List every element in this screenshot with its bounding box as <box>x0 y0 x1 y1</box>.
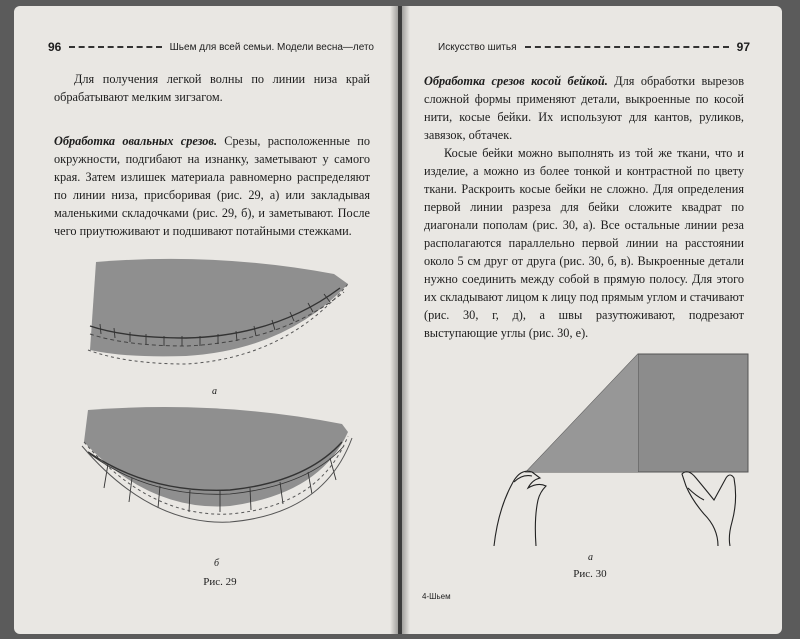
oval-edges-text: Срезы, расположенные по окружности, подгибают на изнанку, заметывают у самого края. Затем излишек материала равномерно распределяют по линии низа, присборивая (рис. 29, а) или закладывая маленькими складочками (рис. 29, б), и заметывают. После чего приутюживают и подшивают потайными стежками. <box>54 134 370 238</box>
header-rule <box>69 46 161 48</box>
right-text-block <box>424 72 744 342</box>
left-paragraph-1: Для получения легкой волны по линии низа край обрабатывают мелким зигзагом. <box>54 72 370 104</box>
right-page-number: 97 <box>736 40 750 54</box>
figure-30-label-a: а <box>588 552 593 563</box>
right-running-title: Искусство шитья <box>438 41 517 53</box>
bias-binding-intro: Для обработки вырезов сложной формы применяют детали, выкроенные по косой нити, косые бейки. Их используют для кантов, руликов, завязок, обтачек. <box>424 74 745 142</box>
header-rule <box>525 46 729 48</box>
right-paragraph-2: Косые бейки можно выполнять из той же ткани, что и изделие, а можно из более тонкой и контрастной по цвету ткани. Раскроить косые бейки не сложно. Для определения первой линии разреза для бейки сложите квадрат по диагонали пополам (рис. 30, а). Все остальные линии реза располагаются параллельно первой линии на расстоянии около 5 см друг от друга (рис. 30, б, в). Выкроенные детали нужно соединить между собой в прямую полосу. Для этого их складывают лицом к лицу под прямым углом и стачивают (рис. 30, г, д), а швы разутюживают, подрезают выступающие углы (рис. 30, е). <box>424 146 744 340</box>
right-paragraph-1: Обработка срезов косой бейкой. Для обработки вырезов сложной формы применяют детали, выкроенные по косой нити, косые бейки. Их используют для кантов, руликов, завязок, обтачек. <box>424 74 745 142</box>
figure-29-label-b: б <box>214 558 220 569</box>
left-running-head <box>48 40 374 54</box>
book-gutter <box>390 6 410 634</box>
left-paragraph-1-block <box>54 70 370 106</box>
figure-29a-gathered-hem <box>86 254 356 384</box>
bias-binding-heading: Обработка срезов косой бейкой <box>424 74 605 88</box>
figure-29b-pleated-hem <box>80 402 364 542</box>
left-page <box>14 6 398 634</box>
right-page <box>402 6 782 634</box>
figure-29-label-a: а <box>212 386 217 397</box>
figure-30-caption: Рис. 30 <box>573 568 607 580</box>
left-paragraph-2: Обработка овальных срезов. Срезы, расположенные по окружности, подгибают на изнанку, заметывают у самого края. Затем излишек материала равномерно распределяют по линии низа, присборивая (рис. 29, а) или закладывая маленькими складочками (рис. 29, б), и заметывают. После чего приутюживают и подшивают потайными стежками. <box>54 134 370 238</box>
left-paragraph-2-block <box>54 132 370 240</box>
figure-30a-folded-square <box>492 350 772 555</box>
right-running-head <box>438 40 750 54</box>
left-running-title: Шьем для всей семьи. Модели весна—лето <box>169 41 374 53</box>
signature-mark: 4-Шьем <box>422 592 451 601</box>
figure-29-caption: Рис. 29 <box>203 576 237 588</box>
left-page-number: 96 <box>48 40 62 54</box>
oval-edges-heading: Обработка овальных срезов <box>54 134 214 148</box>
